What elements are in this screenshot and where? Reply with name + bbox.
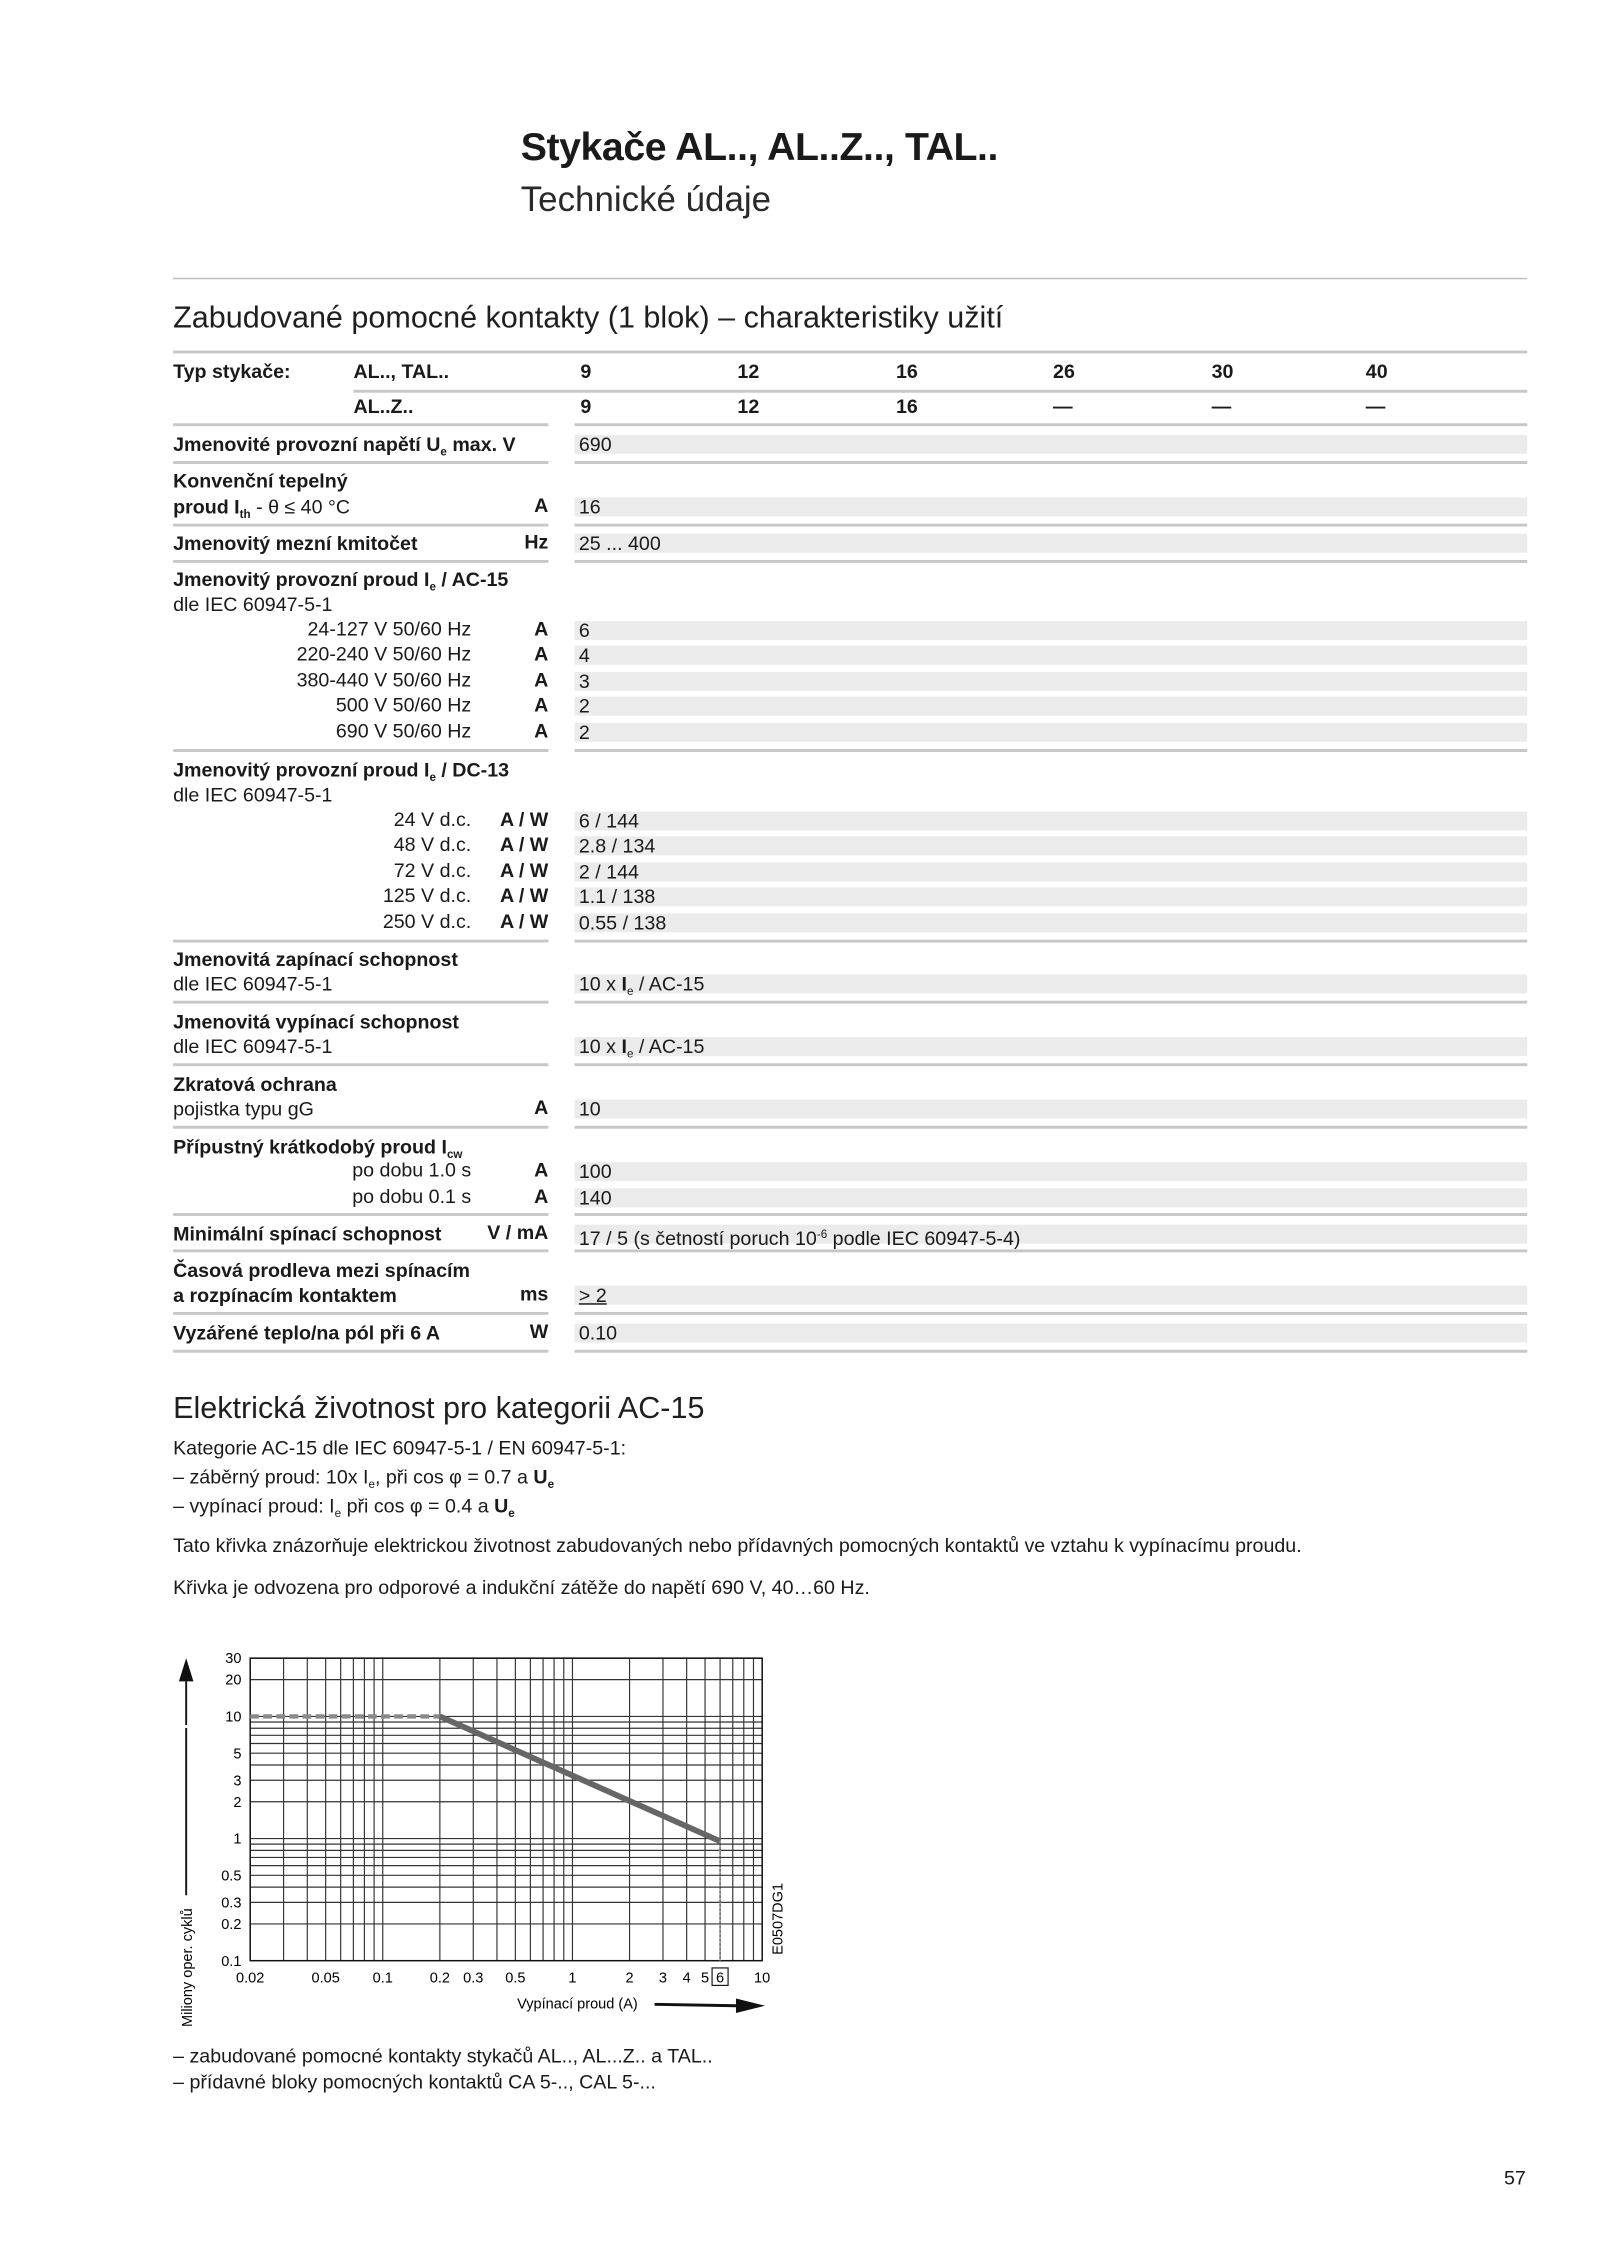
value-sup: -6 [816, 1227, 828, 1241]
unit: A [534, 1159, 549, 1182]
text: , při cos φ = 0.7 a [374, 1466, 534, 1488]
x-axis-label: Vypínací proud (A) [517, 1996, 638, 2013]
sub-label: po dobu 1.0 s [352, 1159, 472, 1182]
text-sub: e [508, 1506, 515, 1520]
value: 0.55 / 138 [575, 913, 1528, 932]
x-tick-label: 2 [625, 1970, 634, 1987]
divider [353, 390, 1527, 393]
y-tick-label: 2 [233, 1794, 242, 1811]
value-text: I [621, 973, 627, 995]
label: / DC-13 [435, 759, 510, 782]
label: Jmenovitý provozní proud I [173, 568, 430, 591]
figure-code: E0507DG1 [770, 1882, 787, 1955]
text: – vypínací proud: I [173, 1495, 335, 1518]
label: a rozpínacím kontaktem [173, 1284, 397, 1307]
x-tick-label: 0.3 [463, 1970, 484, 1987]
value: 1.1 / 138 [575, 887, 1528, 906]
page-title: Stykače AL.., AL..Z.., TAL.. [520, 125, 999, 169]
x-tick-labels [236, 1968, 770, 1987]
unit: W [529, 1320, 549, 1343]
x-tick-label: 0.1 [372, 1970, 393, 1987]
value: 3 [575, 672, 1528, 691]
value: 2 [575, 723, 1528, 742]
section-heading-life: Elektrická životnost pro kategorii AC-15 [173, 1391, 705, 1426]
y-axis-arrowhead-icon [179, 1658, 194, 1681]
unit: A [534, 494, 549, 517]
x-tick-label: 0.05 [311, 1970, 340, 1987]
value [575, 1035, 1528, 1061]
text-line: Kategorie AC-15 dle IEC 60947-5-1 / EN 60947-5-1: [173, 1437, 627, 1459]
unit: ms [519, 1282, 549, 1305]
label-sub: th [239, 507, 251, 521]
x-tick-label: 0.5 [505, 1970, 526, 1987]
typ-cell: 9 [580, 360, 592, 383]
footnote: – přídavné bloky pomocných kontaktů CA 5-.., CAL 5-... [173, 2071, 656, 2094]
label-sub: e [429, 770, 436, 784]
value: 16 [575, 497, 1528, 516]
text: U [533, 1466, 548, 1488]
sub-label: 380-440 V 50/60 Hz [296, 669, 472, 691]
chart-grid [250, 1658, 762, 1961]
sub-label: 48 V d.c. [393, 833, 472, 856]
x-tick-label: 6 [716, 1970, 725, 1987]
typ-cell: 12 [737, 395, 760, 418]
label-std: dle IEC 60947-5-1 [173, 973, 333, 995]
label: Jmenovitý mezní kmitočet [173, 532, 418, 555]
label: Minimální spínací schopnost [173, 1223, 442, 1246]
typ-cell: — [1365, 395, 1386, 418]
unit: A [534, 618, 549, 640]
x-axis-arrowhead-icon [736, 1998, 765, 2013]
unit: A / W [499, 833, 549, 856]
label: Zkratová ochrana [173, 1073, 337, 1096]
y-tick-label: 3 [233, 1773, 242, 1790]
x-tick-label: 10 [754, 1970, 771, 1987]
value-sub: e [626, 984, 634, 998]
x-axis-arrow-line [655, 2004, 736, 2005]
y-tick-label: 0.3 [221, 1895, 242, 1912]
paragraph: Křivka je odvozena pro odporové a indukční zátěže do napětí 690 V, 40…60 Hz. [173, 1576, 870, 1599]
y-tick-label: 1 [233, 1831, 242, 1848]
label: / AC-15 [435, 568, 509, 591]
text: – záběrný proud: 10x I [173, 1466, 369, 1488]
sub-label: 690 V 50/60 Hz [335, 719, 472, 742]
label: Přípustný krátkodobý proud I [173, 1135, 447, 1158]
x-tick-label: 3 [658, 1970, 668, 1987]
chart-frame [250, 1658, 762, 1961]
typ-name: AL..Z.. [353, 395, 414, 418]
unit: A / W [499, 808, 549, 831]
label-sub: cw [446, 1147, 463, 1161]
divider [173, 278, 1527, 279]
section-heading-contacts: Zabudované pomocné kontakty (1 blok) – charakteristiky užití [173, 301, 1004, 335]
label-sub: e [440, 445, 447, 459]
value-text: podle IEC 60947-5-4) [827, 1227, 1021, 1250]
typ-cell: 9 [580, 395, 592, 418]
text-sub: e [368, 1477, 375, 1491]
typ-cell: — [1053, 395, 1073, 418]
value-sub: e [626, 1047, 634, 1061]
sub-label: po dobu 0.1 s [352, 1185, 472, 1208]
value: 100 [575, 1162, 1528, 1181]
typ-cell: 16 [895, 360, 918, 383]
label-std: dle IEC 60947-5-1 [173, 593, 333, 616]
value: 10 [575, 1100, 1528, 1119]
label: Jmenovité provozní napětí U [173, 433, 441, 456]
value: 0.10 [575, 1324, 1528, 1343]
sub-label: 24 V d.c. [393, 808, 472, 831]
text: při cos φ = 0.4 a [341, 1495, 495, 1518]
unit: Hz [524, 530, 549, 553]
unit: A [534, 1185, 549, 1208]
label-sub: e [429, 580, 436, 594]
value: 25 ... 400 [575, 534, 1528, 553]
typ-cell: 26 [1053, 360, 1075, 383]
unit: A / W [499, 859, 549, 882]
label: Časová prodleva mezi spínacím [173, 1259, 470, 1282]
footnote: – zabudované pomocné kontakty stykačů AL.., AL...Z.. a TAL.. [173, 2045, 713, 2067]
value [575, 973, 1528, 998]
paragraph: Tato křivka znázorňuje elektrickou životnost zabudovaných nebo přídavných pomocných kontaktů ve vztahu k vypínacímu proudu. [173, 1534, 1302, 1557]
value: 2 [575, 697, 1528, 716]
value-text: 17 / 5 (s četností poruch 10 [578, 1227, 817, 1250]
value: 2.8 / 134 [575, 836, 1528, 855]
unit: A [534, 693, 549, 716]
label: Konvenční tepelný [173, 469, 348, 492]
life-chart [160, 1641, 800, 2034]
unit: V / mA [487, 1221, 549, 1244]
y-tick-label: 0.5 [221, 1868, 242, 1885]
value [575, 1225, 1528, 1250]
value: 6 [575, 621, 1528, 640]
value-text: I [621, 1035, 627, 1058]
sub-label: 125 V d.c. [382, 884, 472, 907]
unit: A [534, 1096, 549, 1119]
value: 2 / 144 [575, 863, 1528, 882]
page-number: 57 [1503, 2167, 1526, 2190]
typ-cell: 12 [737, 360, 760, 383]
label: Vyzářené teplo/na pól při 6 A [173, 1322, 441, 1344]
unit: A [534, 719, 549, 742]
unit: A / W [499, 884, 549, 907]
typ-cell: 16 [895, 395, 918, 418]
sub-label: 220-240 V 50/60 Hz [296, 642, 472, 665]
typ-cell: 40 [1365, 360, 1388, 383]
label: Jmenovitá vypínací schopnost [173, 1010, 459, 1033]
x-tick-label: 1 [568, 1970, 577, 1987]
sub-label: 500 V 50/60 Hz [335, 693, 472, 716]
label: Jmenovitý provozní proud I [173, 759, 430, 782]
sub-label: 250 V d.c. [382, 910, 472, 933]
label-std: dle IEC 60947-5-1 [173, 1035, 333, 1058]
y-tick-label: 10 [225, 1709, 242, 1726]
label: - θ ≤ 40 °C [250, 495, 351, 518]
typ-cell: 30 [1211, 360, 1234, 383]
typ-name: AL.., TAL.. [353, 360, 450, 383]
x-tick-label: 5 [701, 1970, 710, 1987]
label: proud I [173, 495, 240, 518]
y-tick-label: 30 [225, 1651, 242, 1668]
sub-label: 24-127 V 50/60 Hz [307, 618, 472, 640]
value-text: / AC-15 [633, 1035, 705, 1058]
x-tick-label: 0.2 [429, 1970, 450, 1987]
y-tick-label: 5 [233, 1746, 242, 1763]
unit: A / W [499, 910, 549, 933]
unit: A [534, 669, 549, 691]
value: 4 [575, 646, 1528, 665]
y-tick-label: 20 [225, 1672, 242, 1689]
sub-label: 72 V d.c. [393, 859, 472, 882]
typ-label: Typ stykače: [173, 360, 291, 383]
x-tick-label: 0.02 [236, 1970, 265, 1987]
y-axis-label: Miliony oper. cyklů [179, 1908, 196, 2028]
y-tick-labels [221, 1651, 241, 1970]
label: Jmenovitá zapínací schopnost [173, 948, 458, 971]
page-subtitle: Technické údaje [520, 180, 772, 220]
divider [173, 351, 1527, 354]
typ-cell: — [1211, 395, 1232, 418]
text-line [173, 1494, 515, 1527]
unit: A [534, 642, 549, 665]
sub-label: pojistka typu gG [173, 1098, 314, 1120]
label: max. V [446, 433, 516, 456]
value: 140 [575, 1188, 1528, 1207]
y-tick-label: 0.1 [221, 1953, 242, 1970]
value: 690 [575, 435, 1528, 454]
text: U [494, 1495, 509, 1518]
label-std: dle IEC 60947-5-1 [173, 783, 333, 806]
value: > 2 [575, 1286, 1528, 1305]
value-text: 10 x [578, 1035, 622, 1058]
x-tick-label: 4 [682, 1970, 691, 1987]
value: 6 / 144 [575, 812, 1528, 831]
y-tick-label: 0.2 [221, 1916, 242, 1933]
text-sub: e [334, 1506, 342, 1520]
text-sub: e [547, 1477, 555, 1491]
value-text: 10 x [578, 973, 622, 995]
value-text: / AC-15 [633, 973, 705, 995]
